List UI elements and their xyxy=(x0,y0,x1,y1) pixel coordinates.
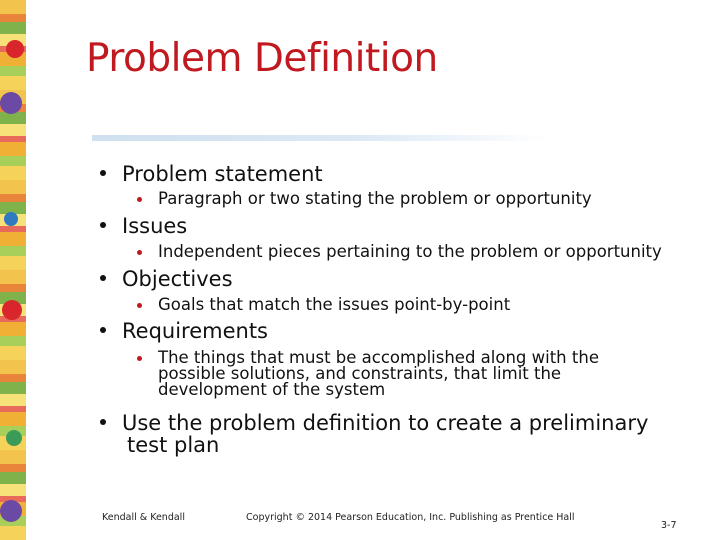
sub-bullet-text: The things that must be accomplished along with the xyxy=(158,348,599,367)
sub-bullet xyxy=(137,297,510,313)
sub-bullet-dot xyxy=(137,303,142,308)
decorative-border xyxy=(0,0,26,540)
bullet-dot xyxy=(100,170,106,176)
bullet-dot xyxy=(100,419,106,425)
bullet-test-plan xyxy=(100,412,648,434)
decorative-dot xyxy=(0,92,22,114)
footer-copyright: Copyright © 2014 Pearson Education, Inc. Publishing as Prentice Hall xyxy=(246,512,575,523)
bullet-requirements xyxy=(100,320,268,342)
bullet-text: Requirements xyxy=(122,319,268,343)
bullet-issues xyxy=(100,215,187,237)
decorative-dot xyxy=(0,500,22,522)
sub-bullet xyxy=(137,244,662,260)
decorative-dot xyxy=(4,212,18,226)
footer-authors: Kendall & Kendall xyxy=(102,512,185,523)
title-divider xyxy=(92,135,547,141)
bullet-text: Issues xyxy=(122,214,188,238)
bullet-text: Use the problem definition to create a preliminary xyxy=(122,411,649,435)
sub-bullet-text: Independent pieces pertaining to the problem or opportunity xyxy=(158,242,662,261)
bullet-text: Problem statement xyxy=(122,162,323,186)
sub-bullet-text: development of the system xyxy=(158,380,386,399)
bullet-text: test plan xyxy=(127,433,220,457)
decorative-dot xyxy=(6,40,24,58)
slide-title: Problem Definition xyxy=(86,36,438,81)
sub-bullet-text: possible solutions, and constraints, that limit the xyxy=(158,364,562,383)
bullet-dot xyxy=(100,327,106,333)
sub-bullet-dot xyxy=(137,356,142,361)
sub-bullet xyxy=(137,350,599,398)
sub-bullet-dot xyxy=(137,197,142,202)
bullet-objectives xyxy=(100,268,233,290)
decorative-dot xyxy=(6,430,22,446)
bullet-test-plan-continued xyxy=(127,434,219,456)
page-number: 3-7 xyxy=(661,520,677,531)
sub-bullet-text: Paragraph or two stating the problem or opportunity xyxy=(158,189,592,208)
bullet-problem-statement xyxy=(100,163,323,185)
bullet-dot xyxy=(100,222,106,228)
sub-bullet-dot xyxy=(137,250,142,255)
sub-bullet-text: Goals that match the issues point-by-point xyxy=(158,295,511,314)
bullet-dot xyxy=(100,275,106,281)
decorative-dot xyxy=(2,300,22,320)
bullet-text: Objectives xyxy=(122,267,233,291)
sub-bullet xyxy=(137,191,592,207)
